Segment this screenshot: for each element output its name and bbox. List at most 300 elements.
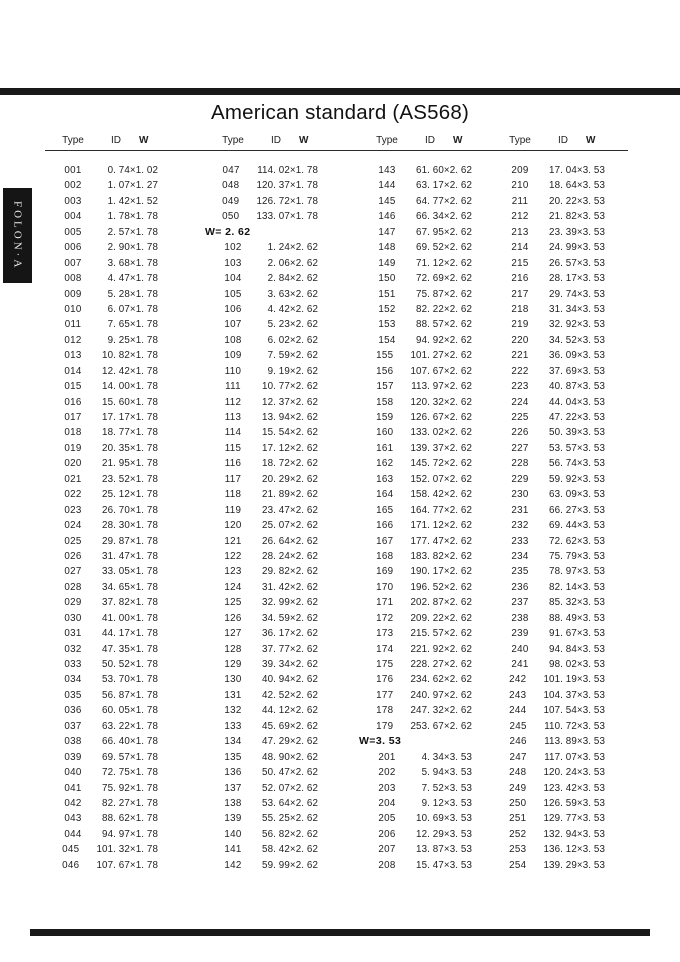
table-row [359, 209, 472, 224]
id-w-cell: 1. 78×1. 78 [107, 211, 158, 223]
id-w-cell: 101. 32×1. 78 [96, 844, 158, 856]
table-row [205, 271, 318, 286]
id-w-cell: 41. 00×1. 78 [102, 612, 158, 624]
type-cell: 149 [378, 257, 396, 269]
side-tab-label: FOLON·A [3, 188, 32, 283]
id-w-cell: 66. 27×3. 53 [549, 504, 605, 516]
type-cell: 102 [224, 242, 242, 254]
type-cell: 208 [378, 859, 396, 871]
id-w-cell: 4. 42×2. 62 [267, 303, 318, 315]
column-header-group [492, 135, 605, 149]
table-row [492, 858, 605, 873]
id-w-cell: 82. 14×3. 53 [549, 581, 605, 593]
type-cell: 164 [376, 489, 394, 501]
type-cell: 035 [64, 689, 82, 701]
table-row [205, 595, 318, 610]
id-w-cell: 18. 72×2. 62 [262, 458, 318, 470]
table-row [492, 287, 605, 302]
table-row [45, 858, 158, 873]
id-w-cell: 1. 07×1. 27 [107, 180, 158, 192]
id-w-cell: 114. 02×1. 78 [257, 165, 318, 176]
table-row [359, 549, 472, 564]
table-row [359, 487, 472, 502]
id-w-cell: 104. 37×3. 53 [543, 689, 605, 701]
table-row [205, 858, 318, 873]
table-row [205, 827, 318, 842]
type-cell: 167 [376, 535, 394, 547]
id-w-cell: 17. 04×3. 53 [549, 165, 605, 176]
id-w-cell: 133. 02×2. 62 [410, 427, 472, 439]
table-row [359, 379, 472, 394]
table-row [205, 781, 318, 796]
id-w-cell: 2. 90×1. 78 [107, 242, 158, 254]
table-row [359, 626, 472, 641]
table-row [45, 379, 158, 394]
id-w-cell: 56. 82×2. 62 [262, 828, 318, 840]
table-row [205, 734, 318, 749]
table-row [45, 287, 158, 302]
type-cell: 131 [224, 689, 242, 701]
w-header: W [299, 135, 309, 146]
id-w-cell: 221. 92×2. 62 [410, 643, 472, 655]
id-w-cell: 94. 84×3. 53 [549, 643, 605, 655]
id-w-cell: 9. 12×3. 53 [421, 797, 472, 809]
table-row [45, 194, 158, 209]
table-row [492, 688, 605, 703]
type-cell: 134 [224, 736, 242, 748]
type-cell: 119 [224, 504, 242, 516]
type-cell: 047 [222, 165, 240, 176]
table-row [492, 534, 605, 549]
w-header: W [586, 135, 596, 146]
type-cell: 016 [64, 396, 82, 408]
id-w-cell: 47. 35×1. 78 [102, 643, 158, 655]
type-cell: 165 [376, 504, 394, 516]
type-cell: 008 [64, 273, 82, 285]
type-cell: 121 [224, 535, 242, 547]
id-w-cell: 18. 77×1. 78 [102, 427, 158, 439]
type-cell: 116 [224, 458, 242, 470]
id-header: ID [271, 135, 281, 146]
table-row [492, 317, 605, 332]
table-row [205, 240, 318, 255]
id-w-cell: 132. 94×3. 53 [543, 828, 605, 840]
table-row [359, 688, 472, 703]
type-cell: 002 [64, 180, 82, 192]
id-w-cell: 72. 75×1. 78 [102, 767, 158, 779]
table-row [205, 256, 318, 271]
type-cell: 112 [224, 396, 242, 408]
id-w-cell: 2. 84×2. 62 [267, 273, 318, 285]
id-w-cell: 15. 54×2. 62 [262, 427, 318, 439]
id-w-cell: 2. 57×1. 78 [107, 226, 158, 238]
table-row [359, 842, 472, 857]
table-row [492, 549, 605, 564]
type-cell: 145 [378, 195, 396, 207]
type-cell: 203 [378, 782, 396, 794]
id-w-cell: 23. 47×2. 62 [262, 504, 318, 516]
table-row [45, 348, 158, 363]
table-row [45, 626, 158, 641]
type-cell: 108 [224, 334, 242, 346]
table-row [359, 750, 472, 765]
id-w-cell: 228. 27×2. 62 [410, 659, 472, 670]
table-row [492, 842, 605, 857]
column-header-group [359, 135, 472, 149]
id-w-cell: 52. 07×2. 62 [262, 782, 318, 794]
id-w-cell: 10. 77×2. 62 [262, 381, 318, 393]
type-cell: 172 [376, 612, 394, 624]
table-row [45, 781, 158, 796]
table-row [492, 487, 605, 502]
id-w-cell: 5. 94×3. 53 [421, 767, 472, 779]
id-w-cell: 215. 57×2. 62 [410, 628, 472, 640]
w-header: W [139, 135, 149, 146]
id-w-cell: 59. 99×2. 62 [262, 859, 318, 871]
type-cell: 144 [378, 180, 396, 192]
type-cell: 019 [64, 442, 82, 454]
table-row [492, 595, 605, 610]
table-row [492, 672, 605, 687]
table-row [492, 163, 605, 178]
table-row [45, 395, 158, 410]
type-cell: 223 [511, 381, 529, 393]
table-row [359, 333, 472, 348]
id-w-cell: 31. 42×2. 62 [262, 581, 318, 593]
id-w-cell: 23. 39×3. 53 [549, 226, 605, 238]
type-cell: 247 [509, 751, 527, 763]
table-row [45, 256, 158, 271]
type-cell: 143 [378, 165, 396, 176]
type-cell: 179 [376, 720, 394, 732]
type-cell: 026 [64, 550, 82, 562]
id-w-cell: 120. 32×2. 62 [410, 396, 472, 408]
id-w-cell: 69. 52×2. 62 [416, 242, 472, 254]
type-cell: 232 [511, 520, 529, 532]
table-row [45, 703, 158, 718]
type-cell: 177 [376, 689, 394, 701]
id-w-cell: 88. 57×2. 62 [416, 319, 472, 331]
type-cell: 010 [64, 303, 82, 315]
type-cell: 139 [224, 813, 242, 825]
id-w-cell: 113. 89×3. 53 [544, 736, 605, 748]
type-cell: 043 [64, 813, 82, 825]
table-row [45, 534, 158, 549]
id-w-cell: 94. 92×2. 62 [416, 334, 472, 346]
type-cell: 242 [509, 674, 527, 686]
type-cell: 157 [376, 381, 394, 393]
type-cell: 146 [378, 211, 396, 223]
table-row [492, 719, 605, 734]
id-w-cell: 17. 17×1. 78 [102, 412, 158, 423]
id-w-cell: 107. 67×1. 78 [96, 859, 158, 871]
table-row [359, 672, 472, 687]
table-row [205, 750, 318, 765]
id-w-cell: 15. 60×1. 78 [102, 396, 158, 408]
table-row [45, 163, 158, 178]
type-cell: 106 [224, 303, 242, 315]
type-cell: 215 [511, 257, 529, 269]
id-w-cell: 53. 64×2. 62 [262, 797, 318, 809]
type-cell: 220 [511, 334, 529, 346]
id-w-cell: 56. 74×3. 53 [549, 458, 605, 470]
table-row [359, 858, 472, 873]
id-w-cell: 32. 92×3. 53 [549, 319, 605, 331]
id-w-cell: 58. 42×2. 62 [262, 844, 318, 856]
table-row [45, 271, 158, 286]
id-header: ID [558, 135, 568, 146]
table-row [45, 518, 158, 533]
table-row [492, 734, 605, 749]
type-cell: 107 [224, 319, 242, 331]
table-row [45, 657, 158, 672]
type-cell: 122 [224, 550, 242, 562]
table-row [45, 209, 158, 224]
table-column [359, 163, 472, 873]
id-w-cell: 9. 19×2. 62 [267, 365, 318, 377]
table-row [205, 518, 318, 533]
table-row [45, 580, 158, 595]
table-row [205, 503, 318, 518]
id-w-cell: 98. 02×3. 53 [549, 659, 605, 670]
id-w-cell: 25. 12×1. 78 [102, 489, 158, 501]
id-w-cell: 94. 97×1. 78 [102, 828, 158, 840]
type-cell: 001 [64, 165, 82, 176]
type-cell: 024 [64, 520, 82, 532]
table-row [359, 595, 472, 610]
id-w-cell: 34. 59×2. 62 [262, 612, 318, 624]
type-cell: 025 [64, 535, 82, 547]
id-w-cell: 129. 77×3. 53 [543, 813, 605, 825]
id-w-cell: 110. 72×3. 53 [544, 720, 605, 732]
type-header: Type [62, 135, 84, 146]
id-w-cell: 177. 47×2. 62 [410, 535, 472, 547]
id-w-cell: 28. 24×2. 62 [262, 550, 318, 562]
id-w-cell: 29. 87×1. 78 [102, 535, 158, 547]
table-row [45, 487, 158, 502]
id-w-cell: 29. 74×3. 53 [549, 288, 605, 300]
table-row [492, 194, 605, 209]
type-cell: 123 [224, 566, 242, 578]
type-cell: 022 [64, 489, 82, 501]
id-w-cell: 145. 72×2. 62 [410, 458, 472, 470]
id-w-cell: 75. 79×3. 53 [549, 550, 605, 562]
id-w-cell: 26. 57×3. 53 [549, 257, 605, 269]
id-w-cell: 120. 37×1. 78 [256, 180, 318, 192]
type-cell: 231 [511, 504, 529, 516]
type-cell: 044 [64, 828, 82, 840]
table-row [359, 395, 472, 410]
type-cell: 150 [378, 273, 396, 285]
type-cell: 110 [224, 365, 242, 377]
type-header: Type [376, 135, 398, 146]
id-w-cell: 152. 07×2. 62 [410, 473, 472, 485]
table-row [492, 811, 605, 826]
id-w-cell: 234. 62×2. 62 [410, 674, 472, 686]
id-w-cell: 7. 59×2. 62 [267, 350, 318, 362]
id-w-cell: 12. 29×3. 53 [416, 828, 472, 840]
top-rule [0, 88, 680, 95]
table-row [45, 472, 158, 487]
type-cell: 243 [509, 689, 527, 701]
table-row [359, 642, 472, 657]
type-cell: 152 [378, 303, 396, 315]
type-cell: 253 [509, 844, 527, 856]
table-row [492, 503, 605, 518]
type-cell: 175 [376, 659, 394, 670]
type-header: Type [222, 135, 244, 146]
table-row [492, 781, 605, 796]
type-cell: 171 [376, 597, 394, 609]
header-rule [45, 150, 628, 151]
table-row [205, 611, 318, 626]
table-row [492, 395, 605, 410]
id-w-cell: 37. 82×1. 78 [102, 597, 158, 609]
page-title: American standard (AS568) [211, 101, 469, 124]
table-row [45, 456, 158, 471]
id-w-cell: 44. 04×3. 53 [549, 396, 605, 408]
type-cell: 135 [224, 751, 242, 763]
w-header: W [453, 135, 463, 146]
table-row [205, 302, 318, 317]
id-w-cell: 23. 52×1. 78 [102, 473, 158, 485]
table-row [45, 842, 158, 857]
table-row [359, 781, 472, 796]
type-cell: 045 [62, 844, 80, 856]
type-cell: 029 [64, 597, 82, 609]
type-cell: 176 [376, 674, 394, 686]
type-cell: 226 [511, 427, 529, 439]
id-w-cell: 37. 69×3. 53 [549, 365, 605, 377]
id-w-cell: 36. 09×3. 53 [549, 350, 605, 362]
id-w-cell: 66. 34×2. 62 [416, 211, 472, 223]
type-cell: 252 [509, 828, 527, 840]
type-cell: 254 [509, 859, 527, 871]
type-cell: 169 [376, 566, 394, 578]
id-w-cell: 60. 05×1. 78 [102, 705, 158, 717]
table-row [205, 642, 318, 657]
table-row [492, 425, 605, 440]
type-cell: 217 [511, 288, 529, 300]
type-cell: 218 [511, 303, 529, 315]
table-row [45, 240, 158, 255]
id-w-cell: 32. 99×2. 62 [262, 597, 318, 609]
id-w-cell: 75. 92×1. 78 [102, 782, 158, 794]
id-w-cell: 72. 69×2. 62 [416, 273, 472, 285]
table-row [359, 225, 472, 240]
table-column [205, 163, 318, 873]
table-row [205, 842, 318, 857]
type-cell: 140 [224, 828, 242, 840]
id-w-cell: 63. 22×1. 78 [102, 720, 158, 732]
type-cell: 178 [376, 705, 394, 717]
table-row [205, 194, 318, 209]
table-row [492, 333, 605, 348]
type-cell: 147 [378, 226, 396, 238]
table-row [45, 595, 158, 610]
type-cell: 142 [224, 859, 242, 871]
type-cell: 103 [224, 257, 242, 269]
type-cell: 233 [511, 535, 529, 547]
table-row [359, 719, 472, 734]
type-cell: 212 [511, 211, 529, 223]
id-w-cell: 183. 82×2. 62 [410, 550, 472, 562]
type-cell: 201 [378, 751, 396, 763]
id-w-cell: 21. 82×3. 53 [549, 211, 605, 223]
id-w-cell: 20. 22×3. 53 [549, 195, 605, 207]
id-w-cell: 18. 64×3. 53 [549, 180, 605, 192]
type-cell: 049 [222, 195, 240, 207]
id-w-cell: 133. 07×1. 78 [256, 211, 318, 223]
type-cell: 104 [224, 273, 242, 285]
id-w-cell: 50. 52×1. 78 [102, 659, 158, 670]
id-w-cell: 72. 62×3. 53 [549, 535, 605, 547]
type-cell: 222 [511, 365, 529, 377]
table-row [205, 163, 318, 178]
bottom-rule [30, 929, 650, 936]
table-row [45, 425, 158, 440]
type-cell: 050 [222, 211, 240, 223]
table-row [359, 348, 472, 363]
type-cell: 046 [62, 859, 80, 871]
type-cell: 132 [224, 705, 242, 717]
id-w-cell: 126. 72×1. 78 [256, 195, 318, 207]
table-row [205, 719, 318, 734]
table-row [45, 333, 158, 348]
id-w-cell: 15. 47×3. 53 [416, 859, 472, 871]
table-row [45, 410, 158, 425]
table-row [45, 672, 158, 687]
type-cell: 225 [511, 412, 529, 423]
type-cell: 248 [509, 767, 527, 779]
type-cell: 124 [224, 581, 242, 593]
type-cell: 005 [64, 226, 82, 238]
table-row [492, 796, 605, 811]
id-w-cell: 7. 52×3. 53 [421, 782, 472, 794]
table-row [492, 348, 605, 363]
table-row [492, 611, 605, 626]
id-w-cell: 3. 63×2. 62 [267, 288, 318, 300]
id-w-cell: 196. 52×2. 62 [410, 581, 472, 593]
id-w-cell: 61. 60×2. 62 [416, 165, 472, 176]
id-w-cell: 4. 34×3. 53 [421, 751, 472, 763]
type-cell: 137 [224, 782, 242, 794]
width-section-label: W=3. 53 [359, 735, 402, 748]
table-row [205, 425, 318, 440]
id-w-cell: 75. 87×2. 62 [416, 288, 472, 300]
table-row [359, 317, 472, 332]
type-cell: 213 [511, 226, 529, 238]
type-cell: 048 [222, 180, 240, 192]
table-row [492, 827, 605, 842]
type-cell: 173 [376, 628, 394, 640]
table-row [359, 441, 472, 456]
table-row [359, 534, 472, 549]
table-row [45, 564, 158, 579]
table-row [205, 472, 318, 487]
table-row [45, 688, 158, 703]
id-w-cell: 59. 92×3. 53 [549, 473, 605, 485]
id-w-cell: 20. 29×2. 62 [262, 473, 318, 485]
id-w-cell: 28. 30×1. 78 [102, 520, 158, 532]
table-row [205, 209, 318, 224]
id-w-cell: 44. 17×1. 78 [102, 628, 158, 640]
type-cell: 034 [64, 674, 82, 686]
type-cell: 042 [64, 797, 82, 809]
type-cell: 244 [509, 705, 527, 717]
table-row [45, 811, 158, 826]
id-header: ID [111, 135, 121, 146]
